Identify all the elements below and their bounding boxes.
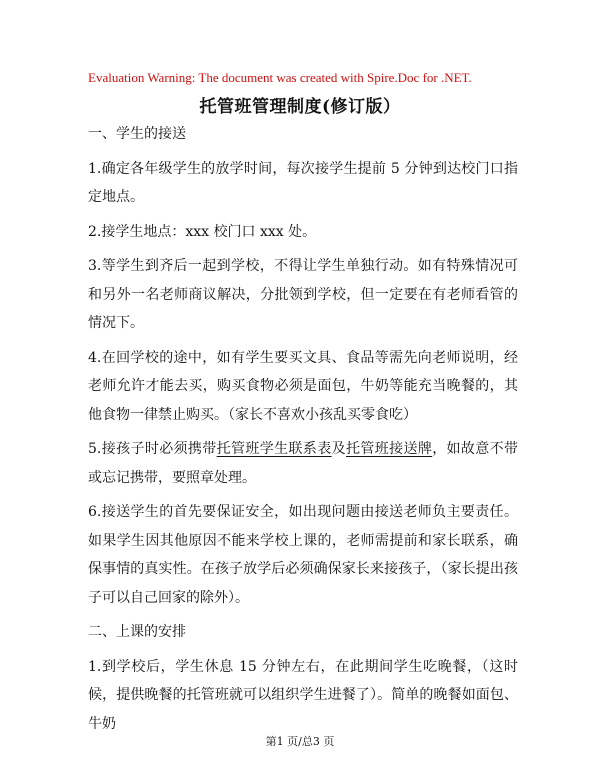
pickup-card-link: 托管班接送牌: [345, 441, 433, 457]
paragraph-pickup-2: 2.接学生地点：xxx 校门口 xxx 处。: [88, 223, 317, 240]
paragraph-pickup-1: 1.确定各年级学生的放学时间，每次接学生提前 5 分钟到达校门口指定地点。: [88, 160, 518, 205]
paragraph-pickup-4: 4.在回学校的途中，如有学生要买文具、食品等需先向老师说明，经老师允许才能去买，购买食物必须是面包，牛奶等能充当晚餐的，其他食物一律禁止购买。（家长不喜欢小孩乱买零食吃）: [88, 349, 518, 423]
document-body: [88, 120, 518, 744]
paragraph-class-1: 1.到学校后，学生休息 15 分钟左右，在此期间学生吃晚餐，（这时候，提供晚餐的托管班就可以组织学生进餐了）。简单的晚餐如面包、牛奶: [88, 658, 518, 732]
paragraph-pickup-6: 6.接送学生的首先要保证安全，如出现问题由接送老师负主要责任。如果学生因其他原因不能来学校上课的，老师需提前和家长联系，确保事情的真实性。在孩子放学后必须确保家长来接孩子，（家长提出孩子可以自己回家的除外）。: [88, 504, 518, 606]
page-footer: 第1 页/总3 页: [265, 735, 335, 748]
section-heading-class: 二、上课的安排: [88, 624, 186, 640]
paragraph-pickup-5-after: ，如故意不带或忘记携带，要照章处理。: [88, 441, 519, 486]
section-heading-pickup: 一、学生的接送: [88, 126, 186, 142]
paragraph-pickup-5-middle: 及: [331, 441, 346, 457]
document-title: 托管班管理制度(修订版）: [199, 97, 401, 117]
contact-sheet-link: 托管班学生联系表: [216, 441, 332, 457]
paragraph-pickup-5: [88, 435, 518, 492]
evaluation-warning: Evaluation Warning: The document was created with Spire.Doc for .NET.: [88, 70, 472, 85]
paragraph-pickup-5-before: 5.接孩子时必须携带: [88, 441, 217, 457]
paragraph-pickup-3: 3.等学生到齐后一起到学校，不得让学生单独行动。如有特殊情况可和另外一名老师商议解决，分批领到学校，但一定要在有老师看管的情况下。: [88, 258, 518, 331]
